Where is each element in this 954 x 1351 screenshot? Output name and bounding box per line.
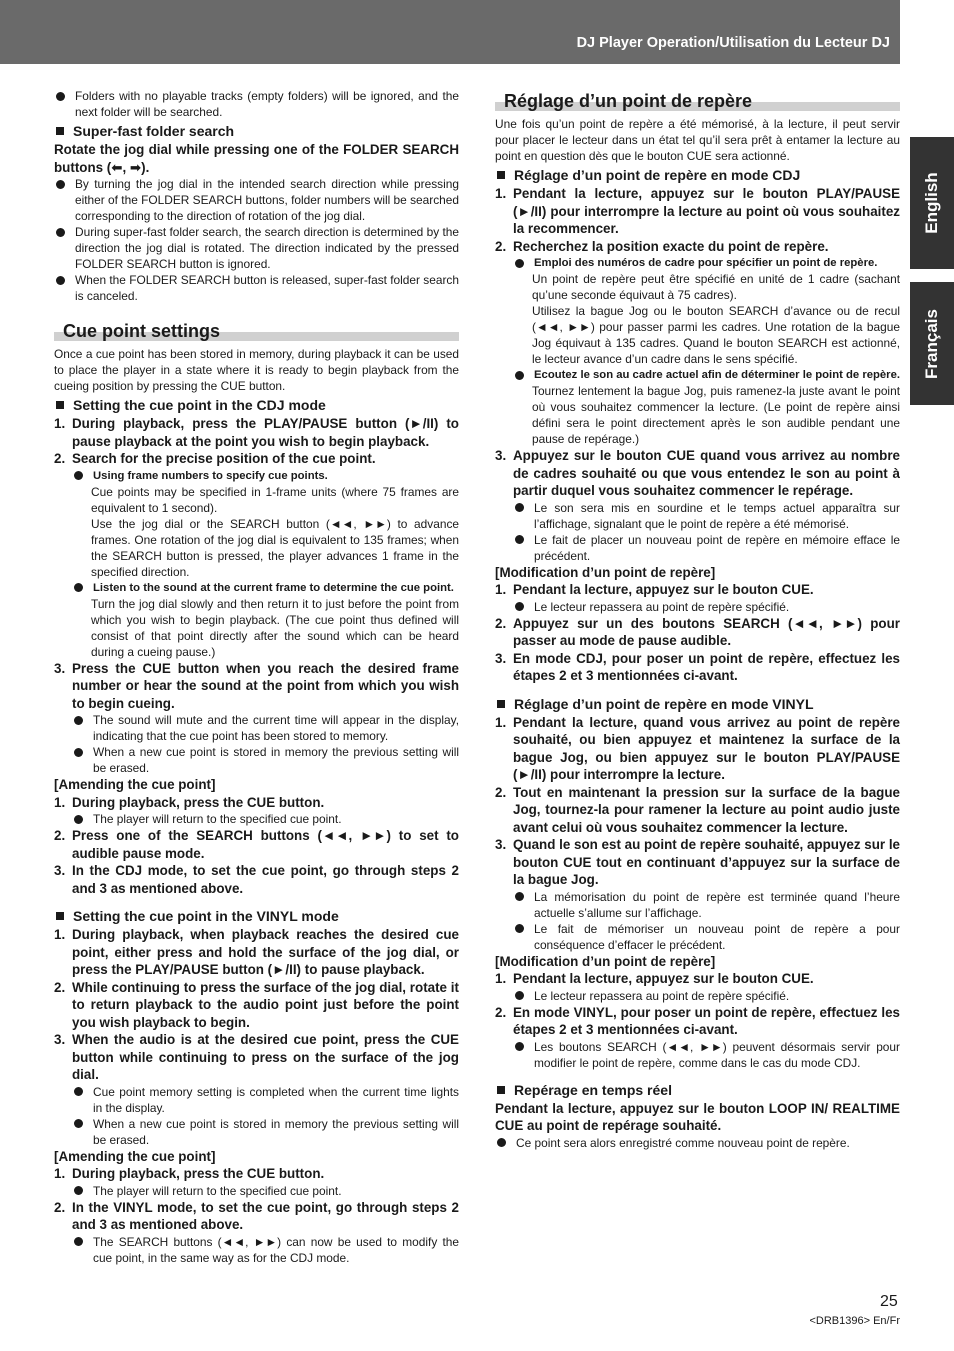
paragraph: Turn the jog dial slowly and then return it to just before the point from which you wish to begin playback. (The cue point thus defined will consist of that point directly after the sound which can be heard during a cueing pause.)	[91, 596, 459, 659]
paragraph: Utilisez la bague Jog ou le bouton SEARCH d’avance ou de recul (◄◄, ►►) pour passer parmi les cadres. Une rotation de la bague Jog équivaut à 135 cadres. Quand le bouton SEARCH est actionné, le lecteur avance d’un cadre dans le sens spécifié.	[532, 304, 900, 366]
step: 2. While continuing to press the surface of the jog dial, rotate it to return playback to the audio point just before the point you wish playback to begin.	[54, 979, 459, 1030]
bullet: Le fait de placer un nouveau point de repère en mémoire efface le précédent.	[513, 532, 900, 564]
header-title: DJ Player Operation/Utilisation du Lecteur DJ	[576, 35, 890, 51]
subheading: Super-fast folder search	[54, 122, 459, 140]
intro-paragraph: Once a cue point has been stored in memory, during playback it can be used to place the player in a state where it is ready to begin playback from the cueing position by pressing the CUE button.	[54, 347, 459, 393]
bullet: The player will return to the specified cue point.	[72, 811, 459, 827]
step: 3. En mode CDJ, pour poser un point de repère, effectuez les étapes 2 et 3 mentionnées ci-avant.	[495, 650, 900, 683]
bullet-icon	[74, 716, 83, 725]
step: 1. During playback, when playback reaches the desired cue point, either press and hold the surface of the jog dial, or press the PLAY/PAUSE button (►/II) to pause playback.	[54, 927, 459, 977]
bullet: The SEARCH buttons (◄◄, ►►) can now be used to modify the cue point, in the same way as for the CDJ mode.	[72, 1234, 459, 1266]
paragraph: Tournez lentement la bague Jog, puis ramenez-la juste avant le point où vous souhaitez commencer la lecture. (Le point de repère ainsi défini sera le point directement après le son audible pendant une pause de repérage.)	[532, 384, 900, 446]
square-bullet-icon	[56, 127, 64, 135]
bullet-icon	[515, 602, 524, 611]
square-bullet-icon	[497, 1086, 505, 1094]
bracket-heading: [Amending the cue point]	[54, 777, 216, 792]
bullet: Listen to the sound at the current frame to determine the cue point.	[72, 580, 459, 596]
step: 2. Search for the precise position of the cue point.	[54, 451, 376, 466]
page-number: 25	[880, 1293, 898, 1310]
bullet-icon	[74, 1087, 83, 1096]
step: 2. En mode VINYL, pour poser un point de repère, effectuez les étapes 2 et 3 mentionnées ci-avant.	[495, 1004, 900, 1037]
bullet-icon	[497, 1138, 506, 1147]
subheading: Setting the cue point in the VINYL mode	[54, 907, 459, 925]
step: 1. During playback, press the CUE button.	[54, 1166, 325, 1181]
step: 3. Appuyez sur le bouton CUE quand vous arrivez au nombre de cadres souhaité ou que vous entendez le son au point à partir duquel vous souhaitez commencer le repérage.	[495, 448, 900, 498]
bullet-icon	[74, 471, 83, 480]
step: 2. In the VINYL mode, to set the cue point, go through steps 2 and 3 as mentioned above.	[54, 1199, 459, 1232]
step: 2. Recherchez la position exacte du point de repère.	[495, 238, 829, 254]
bullet: Folders with no playable tracks (empty folders) will be ignored, and the next folder will be searched.	[54, 88, 459, 120]
section-title: Réglage d’un point de repère	[495, 88, 900, 111]
bullet: Les boutons SEARCH (◄◄, ►►) peuvent désormais servir pour modifier le point de repère, comme dans le cas du mode CDJ.	[513, 1039, 900, 1071]
bullet-icon	[515, 371, 524, 380]
tab-label-english: English	[922, 172, 941, 234]
bracket-heading: [Amending the cue point]	[54, 1148, 216, 1164]
bullet-icon	[515, 892, 524, 901]
square-bullet-icon	[497, 700, 505, 708]
bullet: La mémorisation du point de repère est terminée quand l’heure actuelle s’allume sur l’affichage.	[513, 889, 900, 921]
language-tab-english[interactable]	[910, 137, 954, 269]
language-tab-french[interactable]	[910, 282, 954, 405]
bullet: Le fait de mémoriser un nouveau point de repère a pour conséquence d’effacer le précédent.	[513, 921, 900, 953]
step: 1. Pendant la lecture, quand vous arrivez au point de repère souhaité, ou bien appuyez et maintenez la surface de la bague Jog, ou bien appuyez sur le bouton PLAY/PAUSE (►/II) pour interrompre la lecture.	[495, 714, 900, 782]
step: 2. Press one of the SEARCH buttons (◄◄, ►►) to set to audible pause mode.	[54, 828, 459, 861]
bullet: The player will return to the specified cue point.	[72, 1183, 459, 1199]
step: 1. During playback, press the CUE button.	[54, 794, 325, 810]
bullet: The sound will mute and the current time will appear in the display, indicating that the cue point has been stored to memory.	[72, 712, 459, 744]
subheading: Réglage d’un point de repère en mode CDJ	[495, 166, 900, 184]
step: 3. When the audio is at the desired cue point, press the CUE button while continuing to press on the surface of the jog dial.	[54, 1032, 459, 1082]
bullet-icon	[56, 180, 65, 189]
bullet: Le lecteur repassera au point de repère spécifié.	[513, 599, 900, 615]
section-title: Cue point settings	[54, 318, 459, 341]
bullet-icon	[515, 991, 524, 1000]
square-bullet-icon	[497, 171, 505, 179]
bullet-icon	[56, 228, 65, 237]
square-bullet-icon	[56, 401, 64, 409]
bullet: Ce point sera alors enregistré comme nouveau point de repère.	[495, 1135, 900, 1151]
instruction: Rotate the jog dial while pressing one of the FOLDER SEARCH buttons (⬅, ➡).	[54, 142, 459, 175]
bullet-icon	[56, 276, 65, 285]
bullet-icon	[74, 1237, 83, 1246]
subheading: Réglage d’un point de repère en mode VINYL	[495, 695, 900, 713]
page-header	[0, 0, 900, 64]
bullet-icon	[515, 1042, 524, 1051]
bullet-icon	[74, 1186, 83, 1195]
bracket-heading: [Modification d’un point de repère]	[495, 953, 716, 969]
intro-paragraph: Une fois qu’un point de repère a été mémorisé, à la lecture, il peut servir pour placer le lecteur dans un état tel qu’il sera prêt à entamer la lecture au point en question dès que le bouton CUE sera actionné.	[495, 117, 900, 163]
bullet-icon	[74, 1119, 83, 1128]
bullet-icon	[515, 259, 524, 268]
bullet: When a new cue point is stored in memory the previous setting will be erased.	[72, 744, 459, 776]
step: 3. In the CDJ mode, to set the cue point, go through steps 2 and 3 as mentioned above.	[54, 863, 459, 896]
bullet: When a new cue point is stored in memory the previous setting will be erased.	[72, 1116, 459, 1148]
bullet-icon	[74, 815, 83, 824]
bullet: Le son sera mis en sourdine et le temps actuel apparaîtra sur l’affichage, signalant que le point de repère a été mémorisé.	[513, 500, 900, 532]
step: 2. Tout en maintenant la pression sur la surface de la bague Jog, tournez-la pour ramener la lecture au point audio juste avant celui où vous souhaitez commencer la lecture.	[495, 784, 900, 835]
step: 3. Press the CUE button when you reach the desired frame number or hear the sound at the point from which you wish to begin cueing.	[54, 660, 459, 711]
paragraph: Use the jog dial or the SEARCH button (◄◄, ►►) to advance frames. One rotation of the jog dial is equivalent to 135 frames; when the SEARCH button is pressed, the player advances 1 frame in the specified direction.	[91, 516, 459, 579]
step: 1. Pendant la lecture, appuyez sur le bouton PLAY/PAUSE (►/II) pour interrompre la lecture au point où vous souhaitez la recommencer.	[495, 186, 900, 236]
step: 2. Appuyez sur un des boutons SEARCH (◄◄, ►►) pour passer au mode de pause audible.	[495, 615, 900, 648]
paragraph: Cue points may be specified in 1-frame units (where 75 frames are equivalent to 1 second).	[91, 484, 459, 515]
bullet: Emploi des numéros de cadre pour spécifier un point de repère.	[513, 255, 900, 271]
french-column	[495, 88, 900, 1151]
bullet: Cue point memory setting is completed when the current time lights in the display.	[72, 1084, 459, 1116]
bullet: During super-fast folder search, the search direction is determined by the direction the jog dial is rotated. The direction indicated by the pressed FOLDER SEARCH button is ignored.	[54, 224, 459, 272]
paragraph: Un point de repère peut être spécifié en unité de 1 cadre (sachant qu’une seconde équivaut à 75 cadres).	[532, 272, 900, 302]
bullet: Using frame numbers to specify cue points.	[72, 468, 459, 484]
bullet: By turning the jog dial in the intended search direction while pressing either of the FOLDER SEARCH buttons, folder numbers will be searched corresponding to the direction of rotation of the jog dial.	[54, 176, 459, 224]
bullet: Ecoutez le son au cadre actuel afin de déterminer le point de repère.	[513, 367, 900, 383]
bullet-icon	[74, 748, 83, 757]
subheading: Setting the cue point in the CDJ mode	[54, 396, 459, 414]
bullet-icon	[515, 924, 524, 933]
english-column	[54, 88, 459, 1266]
document-code: <DRB1396> En/Fr	[809, 1315, 900, 1327]
step: 3. Quand le son est au point de repère souhaité, appuyez sur le bouton CUE tout en continuant d’appuyez sur la surface de la bague Jog.	[495, 837, 900, 887]
square-bullet-icon	[56, 912, 64, 920]
bullet-icon	[515, 503, 524, 512]
step: 1. During playback, press the PLAY/PAUSE button (►/II) to pause playback at the point you wish to begin playback.	[54, 416, 459, 449]
step: 1. Pendant la lecture, appuyez sur le bouton CUE.	[495, 971, 814, 986]
bullet: When the FOLDER SEARCH button is released, super-fast folder search is canceled.	[54, 272, 459, 304]
subheading: Repérage en temps réel	[495, 1081, 900, 1099]
bullet-icon	[74, 583, 83, 592]
tab-label-french: Français	[922, 308, 941, 379]
bracket-heading: [Modification d’un point de repère]	[495, 564, 716, 580]
bullet-icon	[56, 92, 65, 101]
bullet: Le lecteur repassera au point de repère spécifié.	[513, 988, 900, 1004]
instruction: Pendant la lecture, appuyez sur le bouton LOOP IN/ REALTIME CUE au point de repérage souhaité.	[495, 1100, 900, 1133]
bullet-icon	[515, 535, 524, 544]
step: 1. Pendant la lecture, appuyez sur le bouton CUE.	[495, 582, 814, 597]
